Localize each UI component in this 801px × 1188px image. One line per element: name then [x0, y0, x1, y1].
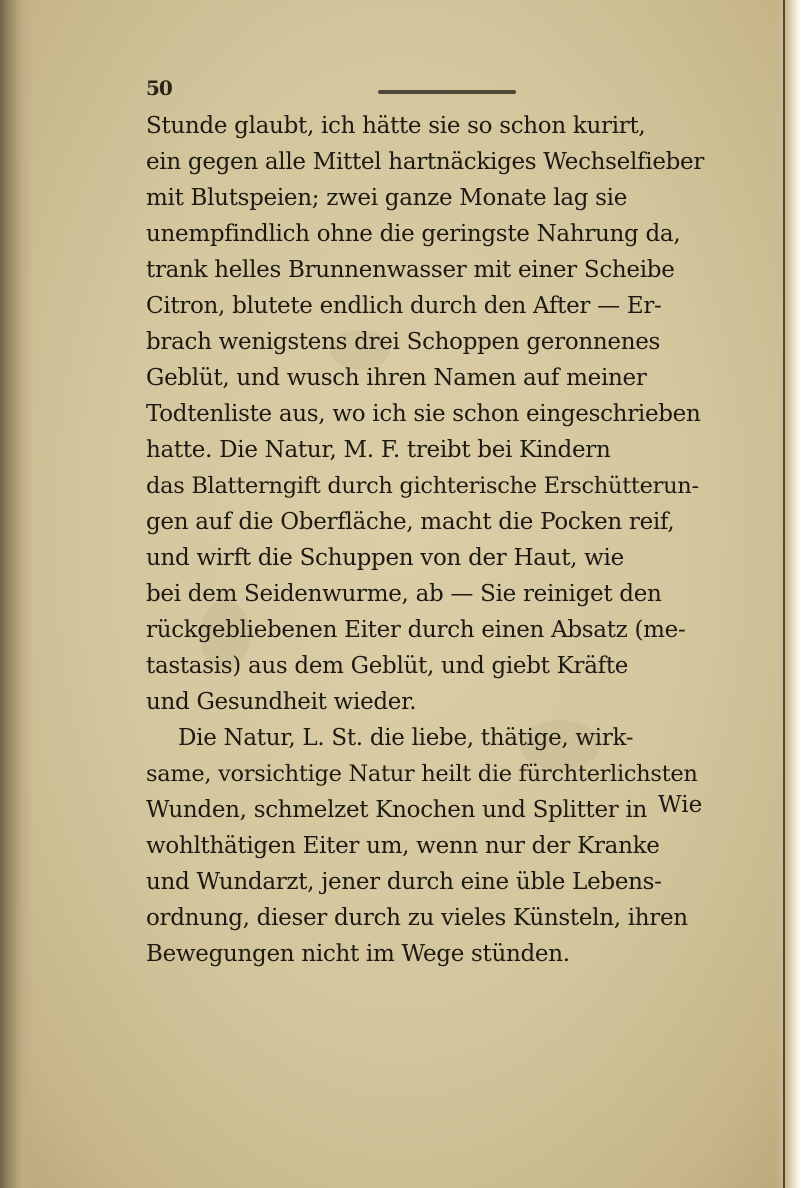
text-line: Wunden, schmelzet Knochen und Splitter in	[146, 797, 648, 823]
text-line: Stunde glaubt, ich hätte sie so schon kurirt,	[146, 113, 646, 139]
catchword: Wie	[658, 792, 703, 818]
text-line: Geblüt, und wusch ihren Namen auf meiner	[146, 365, 647, 391]
text-line: ein gegen alle Mittel hartnäckiges Wechselfieber	[146, 149, 705, 175]
text-line: mit Blutspeien; zwei ganze Monate lag sie	[146, 185, 628, 211]
text-line: und Gesundheit wieder.	[146, 689, 417, 715]
text-line: tastasis) aus dem Geblüt, und giebt Kräfte	[146, 653, 629, 679]
text-line: das Blatterngift durch gichterische Erschütterun-	[146, 473, 699, 499]
text-line: unempfindlich ohne die geringste Nahrung da,	[146, 221, 681, 247]
text-line: und Wundarzt, jener durch eine üble Lebens-	[146, 869, 662, 895]
page-border-line	[783, 0, 785, 1188]
text-line: brach wenigstens drei Schoppen geronnenes	[146, 329, 661, 355]
header-rule	[378, 90, 516, 94]
text-line: und wirft die Schuppen von der Haut, wie	[146, 545, 624, 571]
text-line: hatte. Die Natur, M. F. treibt bei Kindern	[146, 437, 611, 463]
text-line: gen auf die Oberfläche, macht die Pocken reif,	[146, 509, 675, 535]
page-right-margin	[775, 0, 801, 1188]
text-line: Bewegungen nicht im Wege stünden.	[146, 941, 570, 967]
text-line: trank helles Brunnenwasser mit einer Scheibe	[146, 257, 675, 283]
text-line: ordnung, dieser durch zu vieles Künsteln, ihren	[146, 905, 688, 931]
page-gutter-shadow	[0, 0, 34, 1188]
text-line: Citron, blutete endlich durch den After — Er-	[146, 293, 662, 319]
text-line: same, vorsichtige Natur heilt die fürchterlichsten	[146, 761, 698, 787]
text-line: Todtenliste aus, wo ich sie schon eingeschrieben	[146, 401, 701, 427]
text-line: rückgebliebenen Eiter durch einen Absatz (me-	[146, 617, 686, 643]
paragraph-start-line: Die Natur, L. St. die liebe, thätige, wirk-	[178, 725, 634, 751]
text-line: wohlthätigen Eiter um, wenn nur der Kranke	[146, 833, 660, 859]
text-line: bei dem Seidenwurme, ab — Sie reiniget den	[146, 581, 662, 607]
body-text	[146, 108, 706, 972]
page-number: 50	[146, 76, 172, 100]
